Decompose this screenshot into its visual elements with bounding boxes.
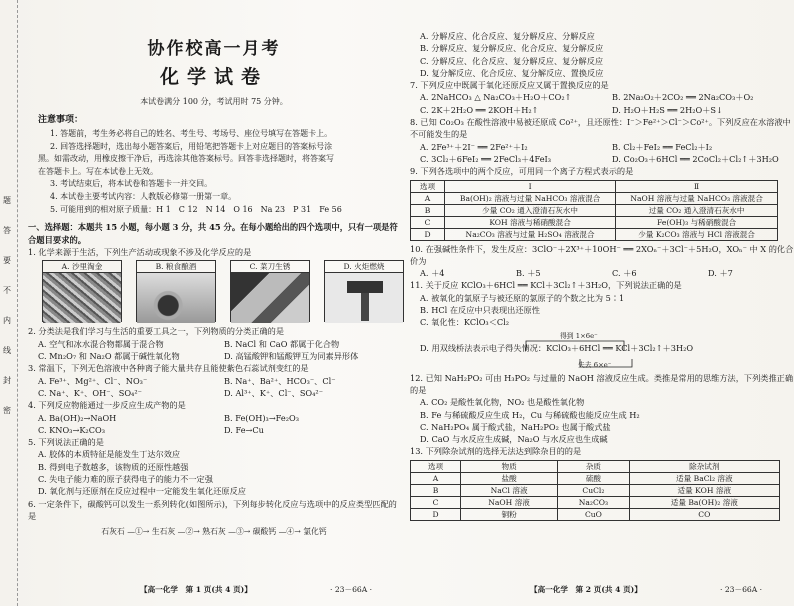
table-cell: 适量 BaCl₂ 溶液 bbox=[629, 472, 779, 484]
table-cell: CuO bbox=[558, 508, 629, 520]
table-cell: A bbox=[411, 472, 461, 484]
conversion-chain: 石灰石 —①→ 生石灰 —②→ 熟石灰 —③→ 碳酸钙 —④→ 氯化钙 bbox=[101, 527, 327, 537]
option: B. 2Na₂O₂＋2CO₂ ══ 2Na₂CO₃＋O₂ bbox=[612, 92, 754, 103]
option: B. Na⁺、Ba²⁺、HCO₃⁻、Cl⁻ bbox=[224, 375, 336, 386]
option: D. Al³⁺、K⁺、Cl⁻、SO₄²⁻ bbox=[224, 387, 324, 398]
q9-table bbox=[410, 180, 778, 241]
table-header: 杂质 bbox=[558, 460, 629, 472]
table-header: 选项 bbox=[411, 180, 445, 192]
table-cell: KOH 溶液与稀硝酸混合 bbox=[445, 216, 616, 228]
table-row bbox=[411, 216, 778, 228]
picture-caption: B. 粮食酿酒 bbox=[137, 261, 215, 273]
notice-item: 4. 本试卷主要考试内容：人教版必修第一册第一章。 bbox=[50, 191, 237, 201]
option: D. 氧化剂与还原剂在反应过程中一定能发生氧化还原反应 bbox=[38, 486, 246, 497]
question-6: 6. 一定条件下，碳酸钙可以发生一系列转化(如图所示)，下列每步转化反应与选项中的反应类型匹配的是 bbox=[28, 498, 397, 521]
option: B. NaCl 和 CaO 都属于化合物 bbox=[224, 338, 340, 349]
table-header: 除杂试剂 bbox=[629, 460, 779, 472]
option: C. 2K＋2H₂O ══ 2KOH＋H₂↑ bbox=[420, 104, 539, 115]
table-cell: NaOH 溶液与过量 NaHCO₃ 溶液混合 bbox=[616, 192, 778, 204]
section-heading: 一、选择题：本题共 15 小题，每小题 3 分，共 45 分。在每小题给出的四个选项中，只有一项是符合题目要求的。 bbox=[28, 222, 398, 245]
gutter-label: 不 bbox=[3, 286, 11, 295]
option: B. Cl₂＋FeI₂ ══ FeCl₂＋I₂ bbox=[612, 141, 713, 152]
notice-item: 3. 考试结束后，将本试卷和答题卡一并交回。 bbox=[50, 179, 213, 189]
q1-picture-a bbox=[42, 260, 122, 322]
question-10: 10. 在强碱性条件下，发生反应：3ClO⁻＋2X³⁺＋10OH⁻ ══ 2XOₙ⁻＋3Cl⁻＋5H₂O，XOₙ⁻ 中 X 的化合价为 bbox=[410, 243, 794, 266]
option: A. Ba(OH)₂→NaOH bbox=[38, 412, 117, 423]
page-2 bbox=[410, 30, 794, 521]
notice-item: 黑。如需改动，用橡皮擦干净后，再选涂其他答案标号。回答非选择题时，将答案写 bbox=[38, 154, 334, 164]
option: D. Co₂O₃＋6HCl ══ 2CoCl₂＋Cl₂↑＋3H₂O bbox=[612, 153, 779, 164]
q8-options bbox=[410, 141, 794, 166]
table-cell: 适量 Ba(OH)₂ 溶液 bbox=[629, 496, 779, 508]
notice-item: 5. 可能用到的相对原子质量：H 1 C 12 N 14 O 16 Na 23 P 31 Fe 56 bbox=[50, 204, 342, 214]
question-11: 11. 关于反应 KClO₃＋6HCl ══ KCl＋3Cl₂↑＋3H₂O，下列说法正确的是 bbox=[410, 280, 682, 291]
q3-options bbox=[28, 375, 400, 400]
table-cell: 少量 K₂CO₃ 溶液与 HCl 溶液混合 bbox=[616, 228, 778, 240]
option: C. KNO₃→K₂CO₃ bbox=[38, 424, 105, 435]
table-cell: CO bbox=[629, 508, 779, 520]
table-cell: NaCl 溶液 bbox=[461, 484, 558, 496]
table-cell: C bbox=[411, 216, 445, 228]
table-cell: CuCl₂ bbox=[558, 484, 629, 496]
torch-image bbox=[325, 273, 403, 323]
q1-picture-b bbox=[136, 260, 216, 322]
table-row bbox=[411, 484, 780, 496]
q2-options bbox=[28, 338, 400, 363]
page-1-footer bbox=[140, 584, 400, 596]
option: D. Fe→Cu bbox=[224, 424, 264, 435]
option: A. 空气和冰水混合物都属于混合物 bbox=[38, 338, 164, 349]
question-7: 7. 下列反应中既属于氧化还原反应又属于置换反应的是 bbox=[410, 80, 609, 91]
double-bridge-diagram bbox=[410, 329, 794, 369]
table-row bbox=[411, 204, 778, 216]
table-header: 选项 bbox=[411, 460, 461, 472]
q7-options bbox=[410, 91, 794, 116]
option: B. Fe(OH)₃→Fe₂O₃ bbox=[224, 412, 300, 423]
exam-title: 协作校高一月考 bbox=[147, 39, 281, 59]
picture-caption: A. 沙里淘金 bbox=[43, 261, 121, 273]
table-row bbox=[411, 496, 780, 508]
option: A. 被氧化的氯原子与被还原的氯原子的个数之比为 5∶1 bbox=[420, 292, 625, 303]
option: C. 分解反应、化合反应、复分解反应、复分解反应 bbox=[420, 55, 604, 66]
option: A. ＋4 bbox=[420, 268, 445, 279]
q4-options bbox=[28, 412, 400, 437]
table-header: Ⅱ bbox=[616, 180, 778, 192]
footer-text: 【高一化学 第 1 页(共 4 页)】 bbox=[140, 585, 252, 594]
gutter-label: 线 bbox=[3, 346, 11, 355]
q13-table bbox=[410, 460, 780, 521]
gutter-label: 题 bbox=[3, 196, 11, 205]
option: C. 3Cl₂＋6FeI₂ ══ 2FeCl₃＋4FeI₃ bbox=[420, 153, 552, 164]
table-cell: D bbox=[411, 228, 445, 240]
option: D. CaO 与水反应生成碱，Na₂O 与水反应也生成碱 bbox=[420, 434, 608, 445]
notice-item: 1. 答题前，考生务必将自己的姓名、考生号、考场号、座位号填写在答题卡上。 bbox=[50, 129, 333, 138]
q1-pictures bbox=[42, 260, 400, 322]
table-cell: B bbox=[411, 484, 461, 496]
table-cell: 过量 CO₂ 通入澄清石灰水中 bbox=[616, 204, 778, 216]
notice-item: 在答题卡上。写在本试卷上无效。 bbox=[38, 166, 158, 176]
option: B. 得到电子数越多，该物质的还原性越强 bbox=[38, 461, 189, 472]
harvester-image bbox=[137, 273, 215, 323]
exam-info: 本试卷满分 100 分，考试用时 75 分钟。 bbox=[140, 97, 288, 106]
option: D. 高锰酸钾和锰酸钾互为同素异形体 bbox=[224, 351, 359, 362]
table-row bbox=[411, 192, 778, 204]
binding-gutter bbox=[0, 0, 18, 606]
table-row bbox=[411, 228, 778, 240]
option: C. Mn₂O₇ 和 Na₂O 都属于碱性氧化物 bbox=[38, 351, 180, 362]
table-cell: C bbox=[411, 496, 461, 508]
option: C. Na⁺、K⁺、OH⁻、SO₄²⁻ bbox=[38, 387, 142, 398]
picture-caption: C. 菜刀生锈 bbox=[231, 261, 309, 273]
table-cell: NaOH 溶液 bbox=[461, 496, 558, 508]
page-1 bbox=[28, 0, 400, 538]
question-2: 2. 分类法是我们学习与生活的重要工具之一，下列物质的分类正确的是 bbox=[28, 326, 285, 337]
question-8: 8. 已知 Co₂O₃ 在酸性溶液中易被还原成 Co²⁺，且还原性：I⁻＞Fe²⁺＞Cl⁻＞Co²⁺。下列反应在水溶液中不可能发生的是 bbox=[410, 117, 791, 140]
table-cell: 硫酸 bbox=[558, 472, 629, 484]
electron-gain-label: 得到 1×6e⁻ bbox=[560, 331, 598, 340]
option: A. 2Fe³⁺＋2I⁻ ══ 2Fe²⁺＋I₂ bbox=[420, 141, 528, 152]
option: B. Fe 与稀硫酸反应生成 H₂，Cu 与稀硫酸也能反应生成 H₂ bbox=[420, 409, 640, 420]
option: A. Fe³⁺、Mg²⁺、Cl⁻、NO₃⁻ bbox=[38, 375, 148, 386]
question-4: 4. 下列反应物能通过一步反应生成产物的是 bbox=[28, 400, 186, 411]
option: C. 氧化性：KClO₃＜Cl₂ bbox=[420, 317, 510, 328]
notice-heading: 注意事项： bbox=[38, 115, 84, 125]
footer-code: · 23－66A · bbox=[330, 585, 373, 594]
rusty-knife-image bbox=[231, 273, 309, 323]
gutter-label: 密 bbox=[3, 406, 11, 415]
option: B. 分解反应、复分解反应、化合反应、复分解反应 bbox=[420, 43, 604, 54]
footer-code: · 23－66A · bbox=[720, 585, 763, 594]
table-header-row bbox=[411, 180, 778, 192]
gutter-label: 封 bbox=[3, 376, 11, 385]
table-cell: 适量 KOH 溶液 bbox=[629, 484, 779, 496]
option: C. ＋6 bbox=[612, 268, 637, 279]
option: B. HCl 在反应中只表现出还原性 bbox=[420, 305, 540, 316]
table-cell: Fe(OH)₃ 与稀硝酸混合 bbox=[616, 216, 778, 228]
table-row bbox=[411, 472, 780, 484]
exam-subtitle: 化学试卷 bbox=[159, 66, 268, 88]
table-cell: 铜粉 bbox=[461, 508, 558, 520]
option: B. ＋5 bbox=[516, 268, 541, 279]
table-cell: Na₂CO₃ bbox=[558, 496, 629, 508]
option: A. 分解反应、化合反应、复分解反应、分解反应 bbox=[420, 31, 595, 41]
table-cell: 盐酸 bbox=[461, 472, 558, 484]
gold-panning-image bbox=[43, 273, 121, 323]
table-cell: D bbox=[411, 508, 461, 520]
electron-loss-label: 失去 6×e⁻ bbox=[578, 360, 612, 369]
option: C. NaH₂PO₄ 属于酸式盐，NaH₂PO₂ 也属于酸式盐 bbox=[420, 421, 611, 432]
q1-picture-d bbox=[324, 260, 404, 322]
table-cell: B bbox=[411, 204, 445, 216]
gutter-label: 要 bbox=[3, 256, 11, 265]
option: D. 用双线桥法表示电子得失情况：KClO₃＋6HCl ══ KCl＋3Cl₂↑＋3H₂O bbox=[420, 342, 694, 353]
notice-item: 2. 回答选择题时，选出每小题答案后，用铅笔把答题卡上对应题目的答案标号涂 bbox=[50, 141, 333, 151]
question-13: 13. 下列除杂试剂的选择无法达到除杂目的的是 bbox=[410, 446, 582, 457]
table-cell: 少量 CO₂ 通入澄清石灰水中 bbox=[445, 204, 616, 216]
table-header-row bbox=[411, 460, 780, 472]
option: C. 失电子能力难的原子获得电子的能力不一定强 bbox=[38, 474, 213, 485]
table-cell: Na₂CO₃ 溶液与过量 H₂SO₄ 溶液混合 bbox=[445, 228, 616, 240]
table-header: Ⅰ bbox=[445, 180, 616, 192]
picture-caption: D. 火炬燃烧 bbox=[325, 261, 403, 273]
page-2-footer bbox=[530, 584, 790, 596]
option: D. H₂O＋H₂S ══ 2H₂O＋S↓ bbox=[612, 104, 723, 115]
table-header: 物质 bbox=[461, 460, 558, 472]
q10-options bbox=[410, 267, 794, 279]
option: D. 复分解反应、化合反应、复分解反应、置换反应 bbox=[420, 67, 604, 78]
question-3: 3. 常温下，下列无色溶液中各种离子能大量共存且能使紫色石蕊试剂变红的是 bbox=[28, 363, 309, 374]
option: A. 2NaHCO₃ △ Na₂CO₃＋H₂O＋CO₂↑ bbox=[420, 92, 572, 103]
footer-text: 【高一化学 第 2 页(共 4 页)】 bbox=[530, 585, 642, 594]
table-cell: Ba(OH)₂ 溶液与过量 NaHCO₃ 溶液混合 bbox=[445, 192, 616, 204]
question-12: 12. 已知 NaH₂PO₂ 可由 H₃PO₂ 与过量的 NaOH 溶液反应生成。类推是常用的思维方法，下列类推正确的是 bbox=[410, 372, 794, 395]
gutter-label: 内 bbox=[3, 316, 11, 325]
question-1: 1. 化学来源于生活，下列生产活动或现象不涉及化学反应的是 bbox=[28, 247, 252, 258]
notice-list bbox=[28, 128, 400, 216]
option: A. CO₂ 是酸性氧化物，NO₂ 也是酸性氧化物 bbox=[420, 397, 585, 408]
gutter-label: 答 bbox=[3, 226, 11, 235]
table-row bbox=[411, 508, 780, 520]
q1-picture-c bbox=[230, 260, 310, 322]
table-cell: A bbox=[411, 192, 445, 204]
question-5: 5. 下列说法正确的是 bbox=[28, 437, 104, 448]
option: A. 胶体的本质特征是能发生丁达尔效应 bbox=[38, 449, 181, 460]
question-9: 9. 下列各选项中的两个反应，可用同一个离子方程式表示的是 bbox=[410, 166, 634, 177]
option: D. ＋7 bbox=[708, 268, 733, 279]
